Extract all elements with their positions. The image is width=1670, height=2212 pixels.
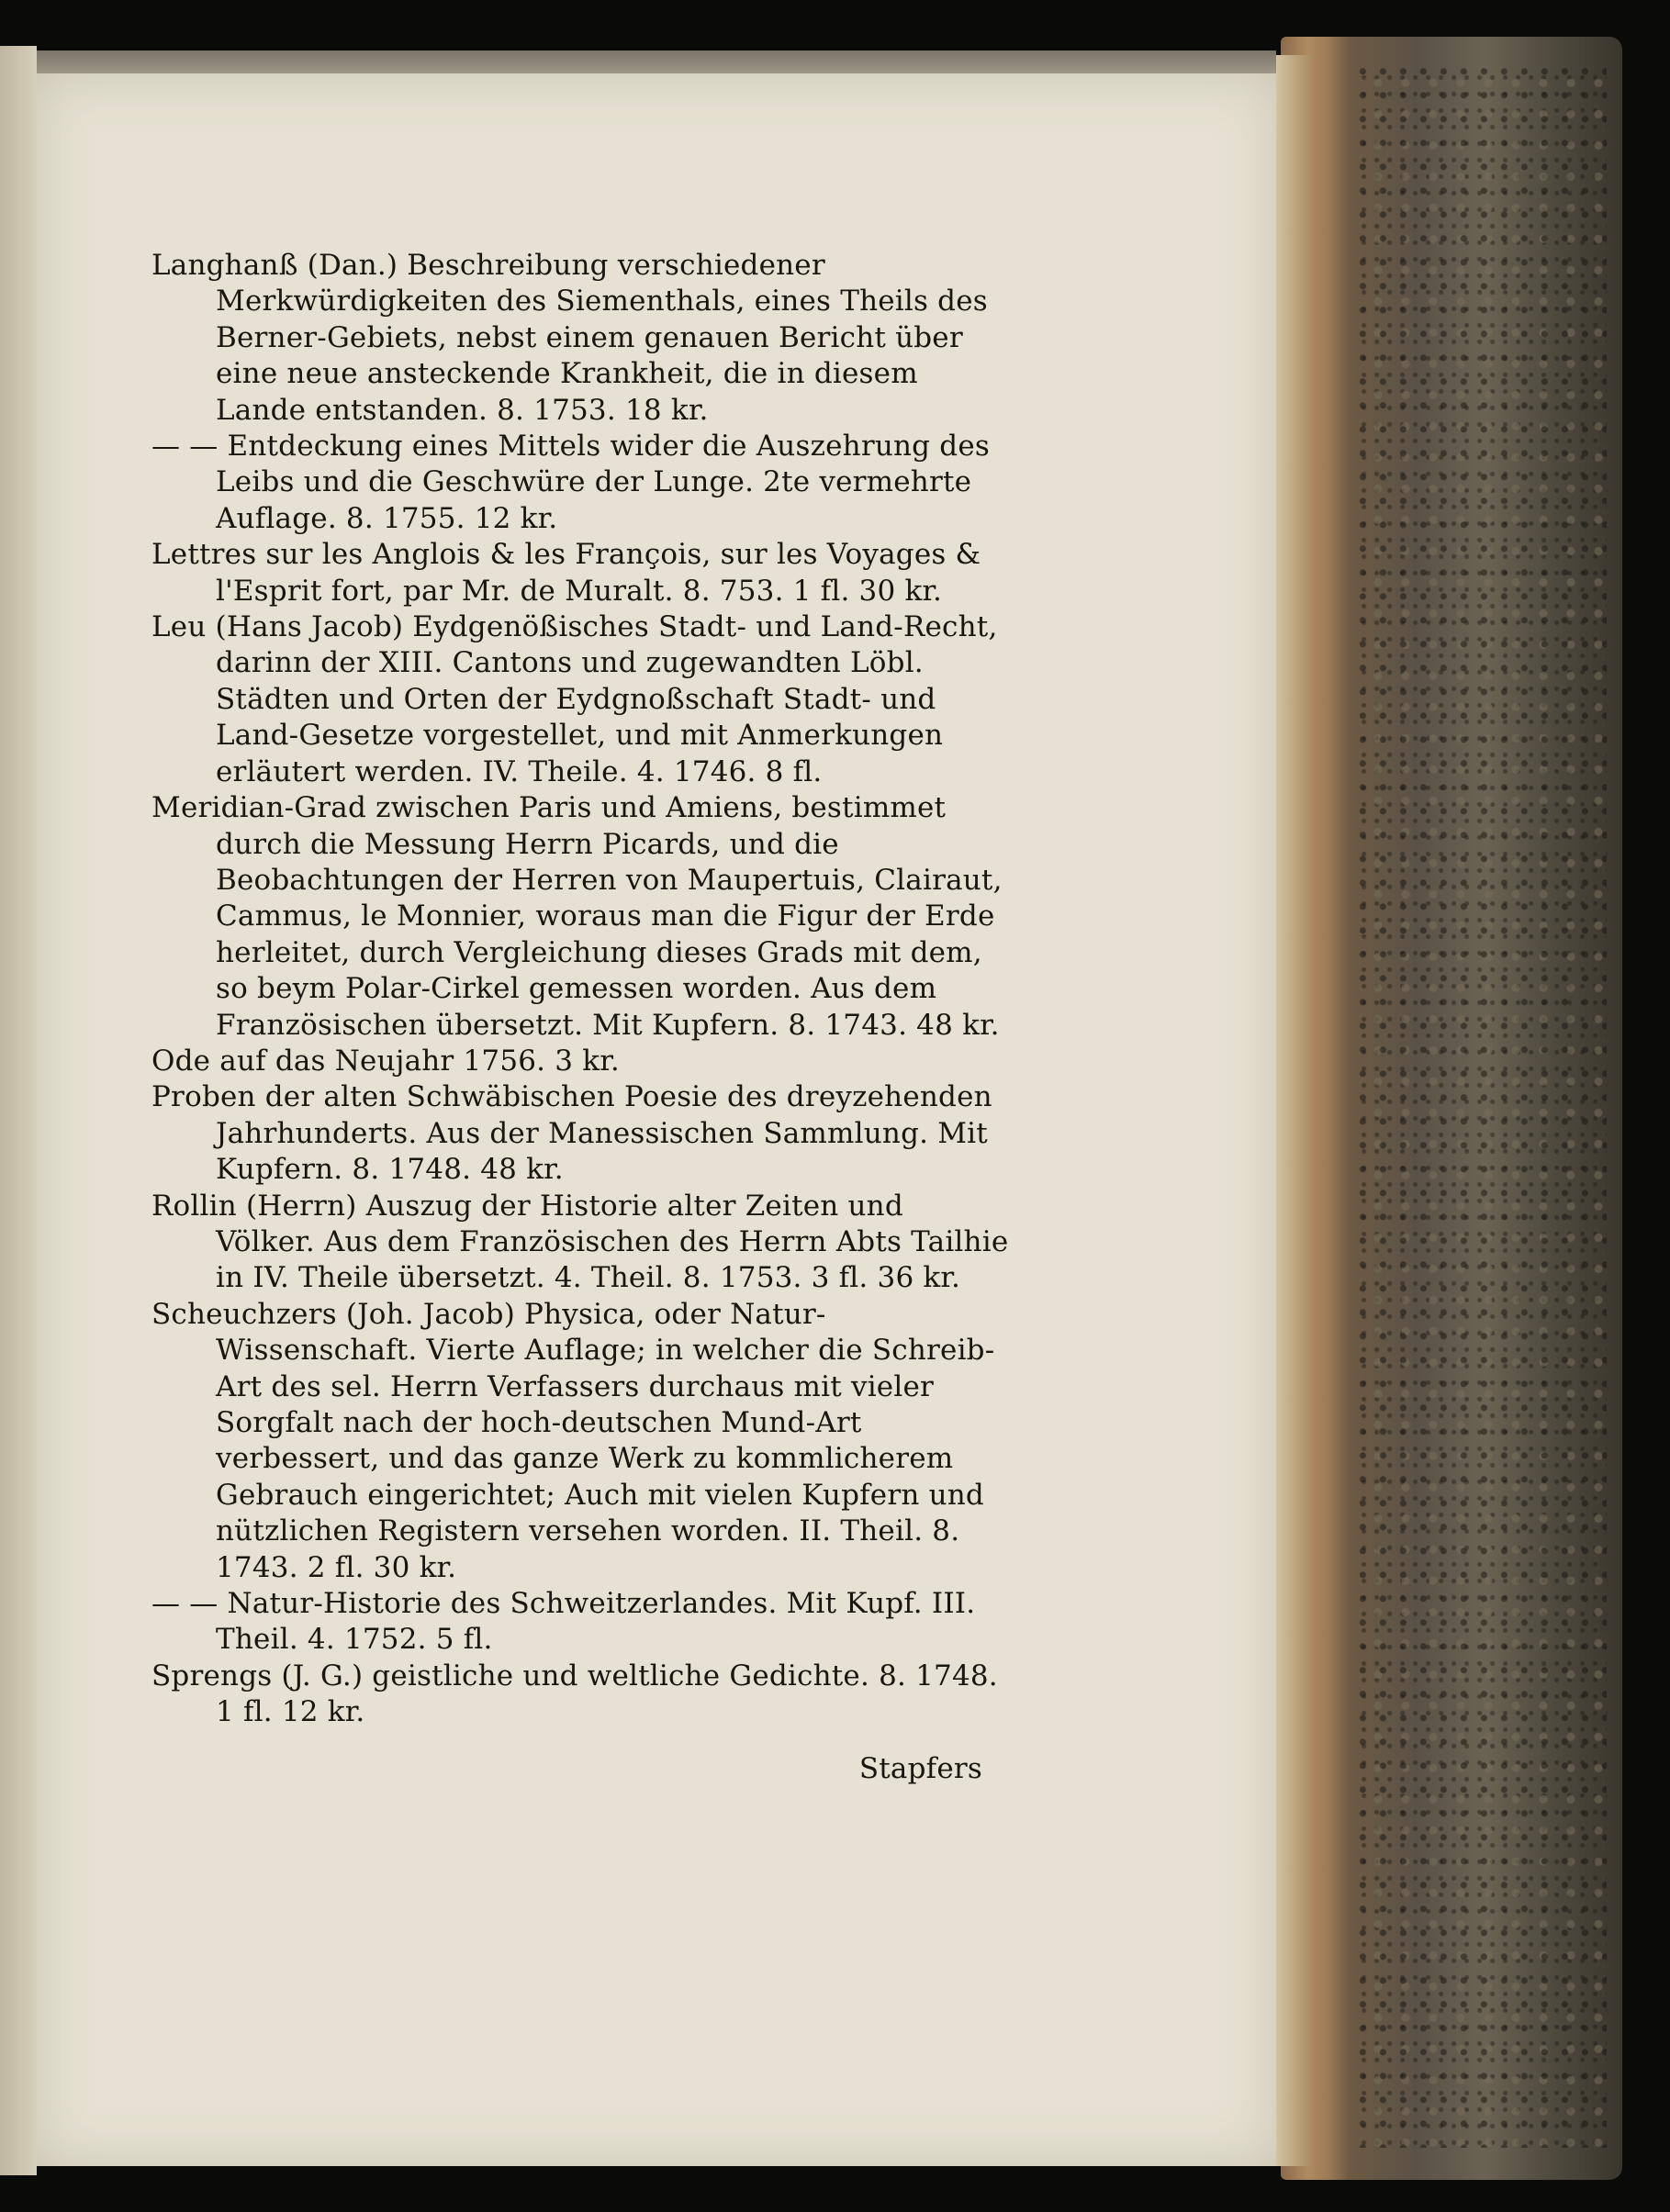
entry-langhans: Langhanß (Dan.) Beschreibung verschiedener Merkwürdigkeiten des Siementhals, eines Theils des Berner-Gebiets, nebst einem genauen Bericht über eine neue ansteckende Krankheit, die in diesem Lande entstanden. 8. 1753. 18 kr. [151, 249, 988, 427]
entry-meridian-grad: Meridian-Grad zwischen Paris und Amiens, bestimmet durch die Messung Herrn Picards, und die Beobachtungen der Herren von Maupertuis, Clairaut, Cammus, le Monnier, woraus man die Figur der Erde herleitet, durch Vergleichung dieses Grads mit dem, so beym Polar-Cirkel gemessen worden. Aus dem Französischen übersetzt. Mit Kupfern. 8. 1743. 48 kr. [151, 791, 1003, 1042]
page-edge-binding [1272, 55, 1313, 2166]
entry-leu: Leu (Hans Jacob) Eydgenößisches Stadt- und Land-Recht, darinn der XIII. Cantons und zugewandten Löbl. Städten und Orten der Eydgnoßschaft Stadt- und Land-Gesetze vorgestellet, und mit Anmerkungen erläutert werden. IV. Theile. 4. 1746. 8 fl. [151, 610, 998, 788]
entry-proben: Proben der alten Schwäbischen Poesie des dreyzehenden Jahrhunderts. Aus der Manessischen Sammlung. Mit Kupfern. 8. 1748. 48 kr. [151, 1080, 992, 1187]
marbled-cover [1359, 64, 1607, 2148]
catalog-text [151, 248, 1010, 1815]
catchword: Stapfers [858, 1751, 982, 1785]
entry-ode: Ode auf das Neujahr 1756. 3 kr. [151, 1044, 620, 1078]
entry-langhans-2: — — Entdeckung eines Mittels wider die Auszehrung des Leibs und die Geschwüre der Lunge. 2te vermehrte Auflage. 8. 1755. 12 kr. [151, 430, 990, 535]
entry-scheuchzer-2: — — Natur-Historie des Schweitzerlandes. Mit Kupf. III. Theil. 4. 1752. 5 fl. [151, 1587, 976, 1657]
entry-sprengs: Sprengs (J. G.) geistliche und weltliche Gedichte. 8. 1748. 1 fl. 12 kr. [151, 1659, 998, 1729]
entry-lettres: Lettres sur les Anglois & les François, sur les Voyages & l'Esprit fort, par Mr. de Muralt. 8. 753. 1 fl. 30 kr. [151, 538, 981, 608]
facing-page-edge [0, 46, 37, 2175]
entry-rollin: Rollin (Herrn) Auszug der Historie alter Zeiten und Völker. Aus dem Französischen des Herrn Abts Tailhie in IV. Theile übersetzt. 4. Theil. 8. 1753. 3 fl. 36 kr. [151, 1189, 1009, 1295]
entry-scheuchzer: Scheuchzers (Joh. Jacob) Physica, oder Natur-Wissenschaft. Vierte Auflage; in welcher die Schreib-Art des sel. Herrn Verfassers durchaus mit vieler Sorgfalt nach der hoch-deutschen Mund-Art verbessert, und das ganze Werk zu kommlicherem Gebrauch eingerichtet; Auch mit vielen Kupfern und nützlichen Registern versehen worden. II. Theil. 8. 1743. 2 fl. 30 kr. [151, 1297, 995, 1584]
